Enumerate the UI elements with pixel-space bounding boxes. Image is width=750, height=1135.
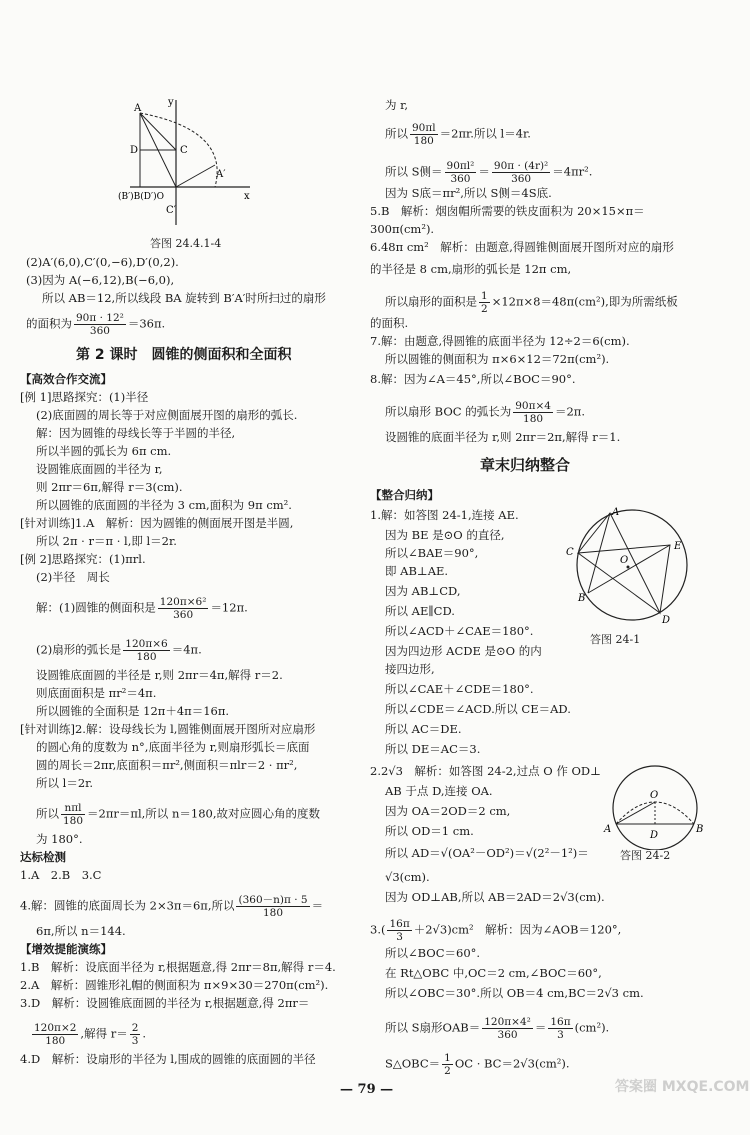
text-line: 6.48π cm² 解析：由题意,得圆锥侧面展开图所对应的扇形 bbox=[370, 240, 674, 254]
text-line: 所以圆锥的底面圆的半径为 3 cm,面积为 9π cm². bbox=[36, 498, 292, 512]
text-line: 所以∠CAE＋∠CDE＝180°. bbox=[385, 682, 534, 696]
text-line: 设圆锥的底面半径为 r,则 2πr＝2π,解得 r＝1. bbox=[385, 430, 621, 444]
text-line: 的圆心角的度数为 n°,底面半径为 r,则扇形弧长＝底面 bbox=[36, 740, 310, 754]
text-line: 因为 BE 是⊙O 的直径, bbox=[385, 528, 505, 542]
text-line: 设圆锥底面圆的半径是 r,则 2πr＝4π,解得 r＝2. bbox=[36, 668, 283, 682]
watermark: 答案圈 MXQE.COM bbox=[615, 1079, 750, 1095]
text-line: AB 于点 D,连接 OA. bbox=[385, 784, 493, 798]
text-line: 解：(1)圆锥的侧面积是 $\frac{\text{120π×6²}}{360}$ ＝12π. bbox=[36, 596, 248, 621]
label-e: E bbox=[674, 541, 682, 552]
text-line: 即 AB⊥AE. bbox=[385, 564, 449, 578]
text-line: 的半径是 8 cm,扇形的弧长是 12π cm, bbox=[370, 262, 572, 276]
text-line: 2.A 解析：圆锥形礼帽的侧面积为 π×9×30＝270π(cm²). bbox=[20, 978, 329, 992]
text-line: 则底面面积是 πr²＝4π. bbox=[36, 686, 157, 700]
label-b: B bbox=[696, 824, 704, 835]
figure-caption: 答图 24-2 bbox=[620, 849, 671, 862]
text-line: [针对训练]2.解：设母线长为 l,圆锥侧面展开图所对应扇形 bbox=[20, 722, 316, 736]
text-line: $\frac{120\pi\times 2}{180}$ ,解得 r＝ $\frac{2}{3}$ . bbox=[34, 1022, 147, 1047]
figure-caption: 答图 24-1 bbox=[590, 633, 641, 646]
label-cp: C′ bbox=[166, 205, 176, 216]
coordinate-figure bbox=[110, 95, 260, 235]
text-line: 所以 $\frac{90\pi l}{180}$ ＝2πr.所以 l＝4r. bbox=[385, 122, 531, 147]
circle-figure-2 bbox=[600, 760, 710, 850]
section-title: 章末归纳整合 bbox=[480, 456, 571, 474]
page-number: — 79 — bbox=[340, 1082, 394, 1097]
text-line: (2)半径 周长 bbox=[36, 570, 110, 584]
text-line: 3.( $\frac{16\pi}{3}$ ＋2√3)cm² 解析：因为∠AOB＝120°, bbox=[370, 918, 622, 943]
text-line: (3)因为 A(−6,12),B(−6,0), bbox=[26, 273, 175, 287]
text-line: 所以 AD＝√(OA²－OD²)＝√(2²－1²)＝ bbox=[385, 846, 589, 860]
text-line: 所以∠BAE＝90°, bbox=[385, 546, 479, 560]
text-line: 所以圆锥的全面积是 12π＋4π＝16π. bbox=[36, 704, 230, 718]
text-line: 为 r, bbox=[385, 98, 409, 112]
text-line: (2)A′(6,0),C′(0,−6),D′(0,2). bbox=[26, 255, 179, 269]
text-line: 5.B 解析：烟囱帽所需要的铁皮面积为 20×15×π＝ bbox=[370, 204, 645, 218]
heading: 达标检测 bbox=[20, 850, 66, 864]
text-line: 圆的周长＝2πr,底面积＝πr²,侧面积＝πlr＝2 · πr², bbox=[36, 758, 298, 772]
text-line: 因为 OA＝2OD＝2 cm, bbox=[385, 804, 511, 818]
text-line: 的面积. bbox=[370, 316, 409, 330]
text-line: 所以 $\frac{\text{nπl}}{180}$ ＝2πr＝πl,所以 n＝180,故对应圆心角的度数 bbox=[36, 802, 320, 827]
text-line: 因为 AB⊥CD, bbox=[385, 584, 461, 598]
text-line: 所以∠CDE＝∠ACD.所以 CE＝AD. bbox=[385, 702, 571, 716]
text-line: 所以∠OBC＝30°.所以 OB＝4 cm,BC＝2√3 cm. bbox=[385, 986, 644, 1000]
circle-figure-1 bbox=[560, 505, 710, 635]
label-ap: A′ bbox=[216, 169, 226, 180]
text-line: 1.B 解析：设底面半径为 r,根据题意,得 2πr＝8π,解得 r＝4. bbox=[20, 960, 336, 974]
text-line: 所以 OD＝1 cm. bbox=[385, 824, 474, 838]
label-bpb: (B′)B(D′)O bbox=[118, 192, 164, 202]
text-line: [例 1]思路探究：(1)半径 bbox=[20, 390, 149, 404]
text-line: 所以 DE＝AC＝3. bbox=[385, 742, 481, 756]
text-line: 4.解：圆锥的底面周长为 2×3π＝6π,所以 $\frac{(360-n)\pi \cdot 5}{180}$ ＝ bbox=[20, 894, 324, 919]
label-d: D bbox=[650, 830, 659, 841]
label-o: O bbox=[620, 555, 629, 566]
text-line: 6π,所以 n＝144. bbox=[36, 924, 126, 938]
text-line: (2)底面圆的周长等于对应侧面展开图的扇形的弧长. bbox=[36, 408, 298, 422]
text-line: 解：因为圆锥的母线长等于半圆的半径, bbox=[36, 426, 236, 440]
label-b: B bbox=[578, 593, 586, 604]
text-line: 所以圆锥的侧面积为 π×6×12＝72π(cm²). bbox=[385, 352, 610, 366]
text-line: 所以 S侧＝ $\frac{\text{90πl²}}{360}$ ＝ $\frac{\text{90π · (4r)²}}{360}$ ＝4πr². bbox=[385, 160, 593, 185]
text-line: √3(cm). bbox=[385, 870, 430, 884]
text-line: 因为四边形 ACDE 是⊙O 的内 bbox=[385, 644, 542, 658]
label-a: A bbox=[134, 103, 142, 114]
text-line: 8.解：因为∠A＝45°,所以∠BOC＝90°. bbox=[370, 372, 576, 386]
text-line: 7.解：由题意,得圆锥的底面半径为 12÷2＝6(cm). bbox=[370, 334, 630, 348]
label-c: C bbox=[180, 145, 188, 156]
text-line: 所以 2π · r＝π · l,即 l＝2r. bbox=[36, 534, 177, 548]
figure-caption: 答图 24.4.1-4 bbox=[150, 237, 222, 250]
label-y: y bbox=[168, 97, 174, 108]
label-d: D bbox=[130, 145, 139, 156]
text-line: (2)扇形的弧长是 $\frac{120\pi\times 6}{180}$ ＝4π. bbox=[36, 638, 202, 663]
text-line: 2.2√3 解析：如答图 24-2,过点 O 作 OD⊥ bbox=[370, 764, 601, 778]
text-line: 则 2πr＝6π,解得 r＝3(cm). bbox=[36, 480, 183, 494]
heading: 【整合归纳】 bbox=[370, 488, 439, 502]
text-line: 1.解：如答图 24-1,连接 AE. bbox=[370, 508, 519, 522]
text-line: 所以∠ACD＋∠CAE＝180°. bbox=[385, 624, 534, 638]
text-line: 所以 S扇形OAB＝ $\frac{\text{120π×4²}}{360}$ ＝ $\frac{16\pi}{3}$ (cm²). bbox=[385, 1016, 610, 1041]
text-line: 3.D 解析：设圆锥底面圆的半径为 r,根据题意,得 2πr＝ bbox=[20, 996, 310, 1010]
text-line: [例 2]思路探究：(1)πrl. bbox=[20, 552, 146, 566]
label-d: D bbox=[662, 615, 671, 626]
text-line: 4.D 解析：设扇形的半径为 l,围成的圆锥的底面圆的半径 bbox=[20, 1052, 316, 1066]
text-line: 所以 AB＝12,所以线段 BA 旋转到 B′A′时所扫过的扇形 bbox=[42, 291, 326, 305]
text-line: 为 180°. bbox=[36, 832, 83, 846]
text-line: 所以半圆的弧长为 6π cm. bbox=[36, 444, 172, 458]
heading: 【高效合作交流】 bbox=[20, 372, 112, 386]
label-x: x bbox=[244, 191, 250, 202]
section-title: 第 2 课时 圆锥的侧面积和全面积 bbox=[76, 347, 292, 363]
text-line: 所以 AE∥CD. bbox=[385, 604, 455, 618]
label-a: A bbox=[612, 507, 620, 518]
text-line: 在 Rt△OBC 中,OC＝2 cm,∠BOC＝60°, bbox=[385, 966, 602, 980]
text-line: 所以扇形的面积是 $\frac{1}{2}$ ×12π×8＝48π(cm²),即为所需纸板 bbox=[385, 290, 678, 315]
text-line: 设圆锥底面圆的半径为 r, bbox=[36, 462, 163, 476]
text-line: [针对训练]1.A 解析：因为圆锥的侧面展开图是半圆, bbox=[20, 516, 294, 530]
text-line: 所以扇形 BOC 的弧长为 $\frac{90\pi\times 4}{180}$ ＝2π. bbox=[385, 400, 585, 425]
text-line: 因为 S底＝πr²,所以 S侧＝4S底. bbox=[385, 186, 552, 200]
text-line: 的面积为 $\frac{\text{90π · 12²}}{360}$ ＝36π. bbox=[26, 312, 166, 337]
label-c: C bbox=[566, 547, 574, 558]
text-line: 所以∠BOC＝60°. bbox=[385, 946, 481, 960]
text-line: 1.A 2.B 3.C bbox=[20, 868, 102, 882]
text-line: 因为 OD⊥AB,所以 AB＝2AD＝2√3(cm). bbox=[385, 890, 605, 904]
text-line: 接四边形, bbox=[385, 662, 435, 676]
label-o: O bbox=[650, 790, 659, 801]
label-a: A bbox=[604, 824, 612, 835]
text-line: 所以 l＝2r. bbox=[36, 776, 94, 790]
text-line: 300π(cm²). bbox=[370, 222, 435, 236]
text-line: S△OBC＝ $\frac{1}{2}$ OC · BC＝2√3(cm²). bbox=[385, 1052, 570, 1077]
text-line: 所以 AC＝DE. bbox=[385, 722, 462, 736]
heading: 【增效提能演练】 bbox=[20, 942, 112, 956]
